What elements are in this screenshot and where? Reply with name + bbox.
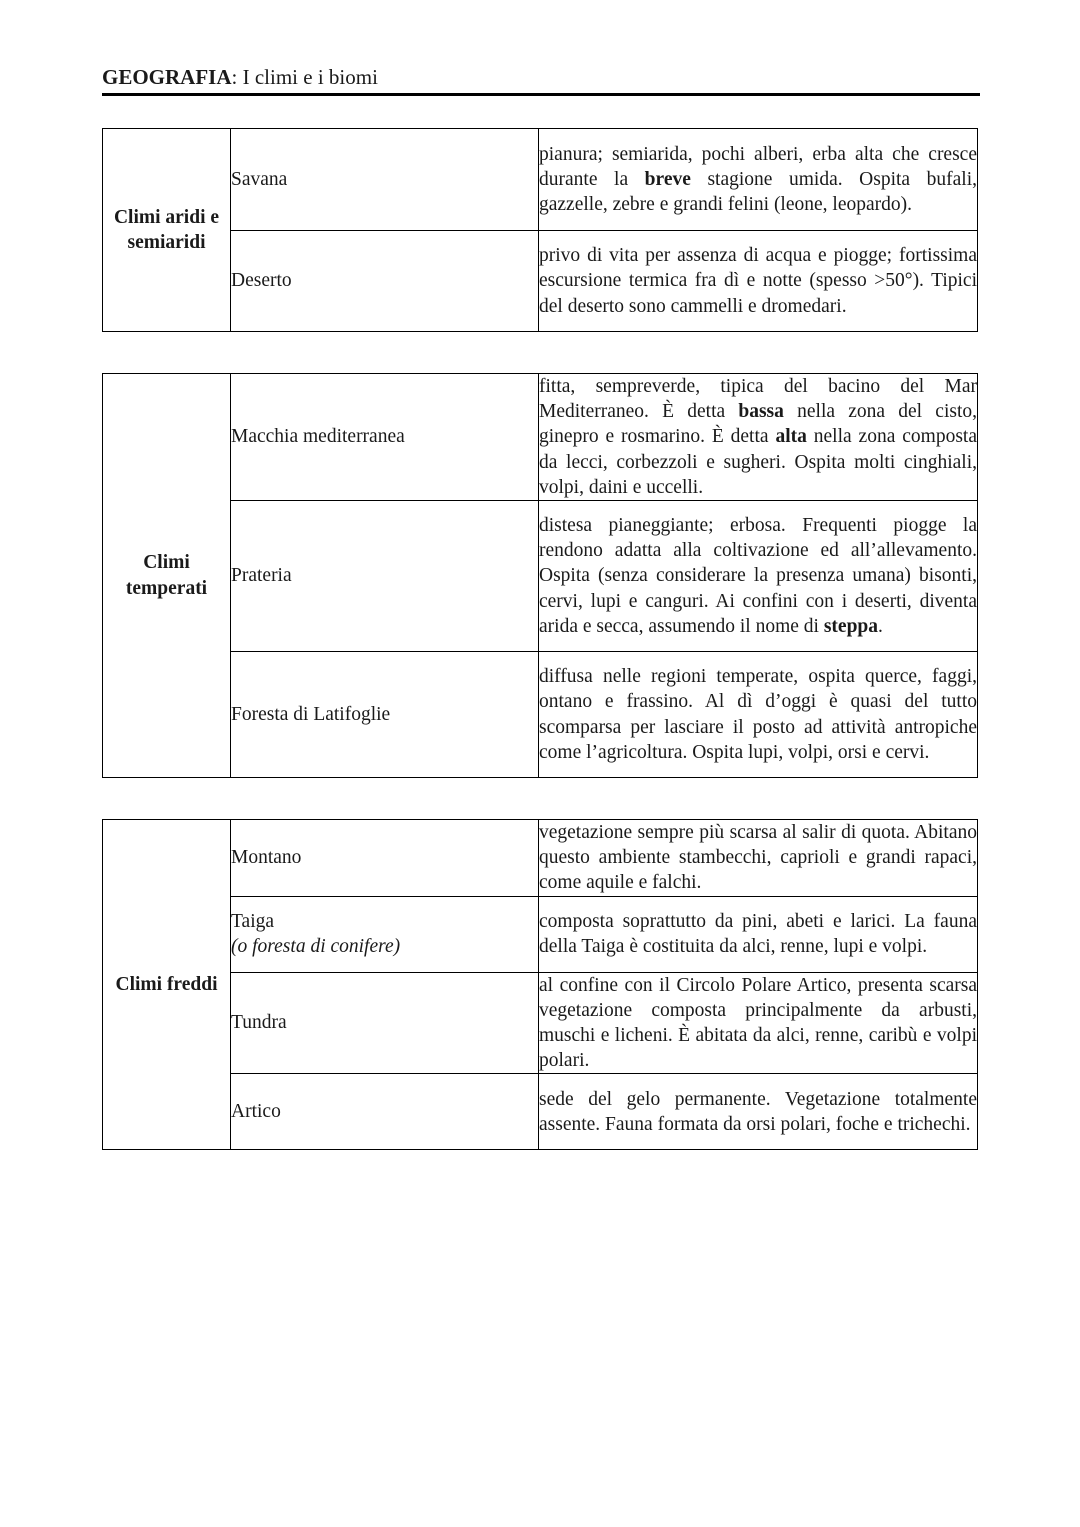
- table-row: [103, 896, 978, 972]
- page-header: [102, 62, 980, 96]
- biome-name: [231, 820, 539, 897]
- biome-description: pianura; semiarida, pochi alberi, erba alta che cresce durante la breve stagione umida. Ospita bufali, gazzelle, zebre e grandi felini (leone, leopardo).: [539, 129, 978, 231]
- biome-name-text: Savana: [231, 168, 288, 190]
- biome-name: [231, 896, 539, 972]
- biome-name: [231, 652, 539, 778]
- biome-name: [231, 1074, 539, 1150]
- biome-name-text: Prateria: [231, 565, 292, 587]
- climate-group-text: Climi temperati: [125, 552, 208, 599]
- table-row: [103, 1074, 978, 1150]
- biome-description: vegetazione sempre più scarsa al salir di quota. Abitano questo ambiente stambecchi, caprioli e grandi rapaci, come aquile e falchi.: [539, 820, 978, 897]
- climate-group-label: [103, 374, 231, 778]
- biome-description: distesa pianeggiante; erbosa. Frequenti piogge la rendono adatta alla coltivazione ed all’allevamento. Ospita (senza considerare la presenza umana) bisonti, cervi, lupi e canguri. Ai confini con i deserti, diventa arida e secca, assumendo il nome di steppa.: [539, 501, 978, 652]
- biome-name: [231, 231, 539, 332]
- table-row: [103, 652, 978, 778]
- climate-group-label: [103, 129, 231, 332]
- biome-description: composta soprattutto da pini, abeti e larici. La fauna della Taiga è costituita da alci, renne, lupi e volpi.: [539, 896, 978, 972]
- climate-group-text: Climi freddi: [115, 974, 218, 996]
- biome-name-text: Macchia mediterranea: [231, 426, 405, 448]
- biome-subname: (o foresta di conifere): [231, 936, 401, 958]
- biome-name-text: Montano: [231, 847, 302, 869]
- header-separator: :: [231, 65, 243, 89]
- biome-name: [231, 972, 539, 1074]
- header-title: I climi e i biomi: [242, 65, 378, 89]
- biome-name: [231, 501, 539, 652]
- biome-name: [231, 129, 539, 231]
- biome-description: diffusa nelle regioni temperate, ospita querce, faggi, ontano e frassino. Al dì d’oggi è quasi del tutto scomparsa per lasciare il posto ad attività antropiche come l’agricoltura. Ospita lupi, volpi, orsi e cervi.: [539, 652, 978, 778]
- biome-table-arid: [102, 128, 978, 332]
- biome-name-text: Artico: [231, 1101, 281, 1123]
- biome-name-text: Taiga: [231, 910, 275, 932]
- biome-description: privo di vita per assenza di acqua e piogge; fortissima escursione termica fra dì e notte (spesso >50°). Tipici del deserto sono cammelli e dromedari.: [539, 231, 978, 332]
- climate-group-label: [103, 820, 231, 1150]
- biome-name: [231, 374, 539, 501]
- header-subject: GEOGRAFIA: [102, 65, 232, 89]
- table-row: [103, 820, 978, 897]
- table-row: [103, 374, 978, 501]
- biome-name-text: Deserto: [231, 270, 292, 292]
- biome-description: al confine con il Circolo Polare Artico, presenta scarsa vegetazione composta principalmente da arbusti, muschi e licheni. È abitata da alci, renne, caribù e volpi polari.: [539, 972, 978, 1074]
- biome-table-cold: [102, 819, 978, 1150]
- table-row: [103, 129, 978, 231]
- biome-description: fitta, sempreverde, tipica del bacino del Mar Mediterraneo. È detta bassa nella zona del cisto, ginepro e rosmarino. È detta alta nella zona composta da lecci, corbezzoli e sugheri. Ospita molti cinghiali, volpi, daini e uccelli.: [539, 374, 978, 501]
- biome-name-text: Tundra: [231, 1012, 287, 1034]
- table-row: [103, 501, 978, 652]
- biome-table-temperate: [102, 373, 978, 778]
- climate-group-text: Climi aridi e semiaridi: [113, 206, 220, 253]
- biome-description: sede del gelo permanente. Vegetazione totalmente assente. Fauna formata da orsi polari, foche e trichechi.: [539, 1074, 978, 1150]
- biome-name-text: Foresta di Latifoglie: [231, 703, 391, 725]
- table-row: [103, 231, 978, 332]
- table-row: [103, 972, 978, 1074]
